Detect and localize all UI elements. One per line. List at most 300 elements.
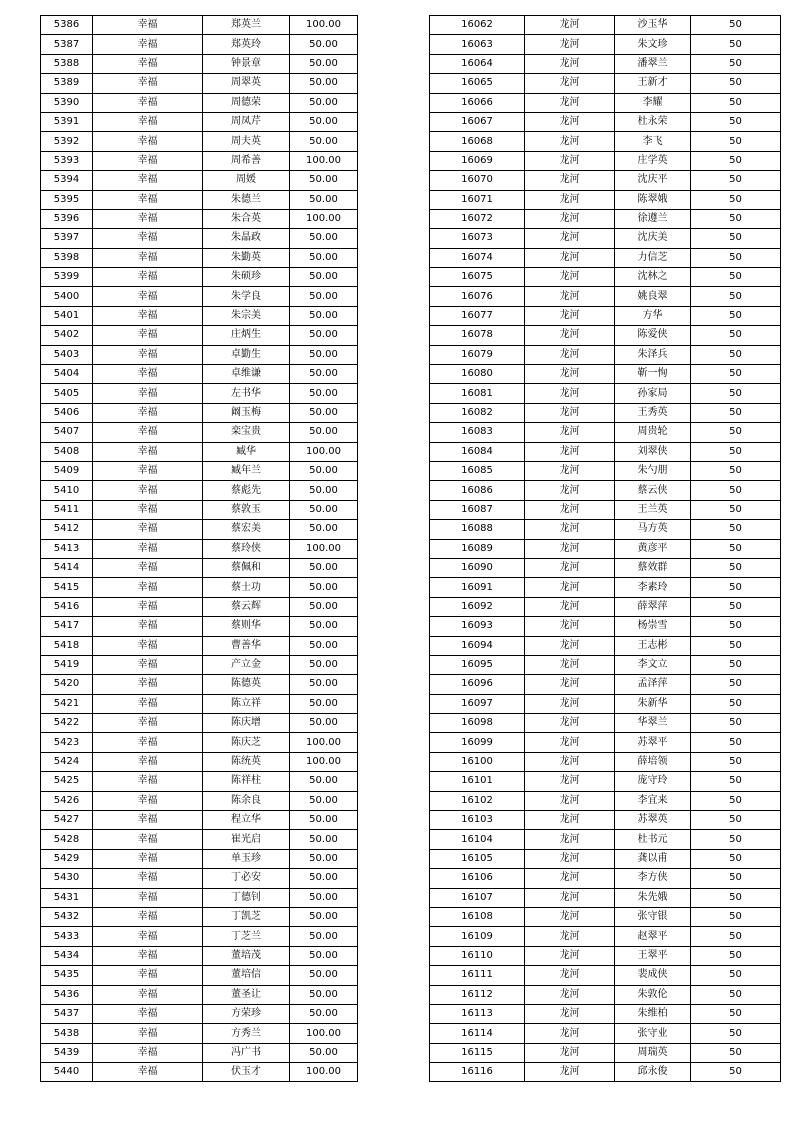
left-table-row xyxy=(41,927,358,946)
amount-cell: 50 xyxy=(691,500,781,519)
serial-cell: 16102 xyxy=(430,791,525,810)
name-cell: 周凤芹 xyxy=(203,112,290,131)
village-cell: 幸福 xyxy=(93,151,203,170)
amount-cell: 50 xyxy=(691,209,781,228)
village-cell: 龙河 xyxy=(525,1043,615,1062)
village-cell: 幸福 xyxy=(93,791,203,810)
right-table-row xyxy=(430,171,781,190)
serial-cell: 16099 xyxy=(430,733,525,752)
left-table-row xyxy=(41,35,358,54)
right-table-row xyxy=(430,1043,781,1062)
amount-cell: 100.00 xyxy=(290,442,358,461)
amount-cell: 50 xyxy=(691,481,781,500)
amount-cell: 50 xyxy=(691,655,781,674)
name-cell: 李素玲 xyxy=(615,578,691,597)
amount-cell: 50 xyxy=(691,442,781,461)
name-cell: 王兰英 xyxy=(615,500,691,519)
amount-cell: 50.00 xyxy=(290,655,358,674)
serial-cell: 16114 xyxy=(430,1024,525,1043)
village-cell: 龙河 xyxy=(525,675,615,694)
name-cell: 朱文珍 xyxy=(615,35,691,54)
village-cell: 幸福 xyxy=(93,694,203,713)
serial-cell: 5397 xyxy=(41,229,93,248)
amount-cell: 50 xyxy=(691,966,781,985)
amount-cell: 50.00 xyxy=(290,694,358,713)
left-table-row xyxy=(41,190,358,209)
village-cell: 幸福 xyxy=(93,1043,203,1062)
serial-cell: 5423 xyxy=(41,733,93,752)
name-cell: 蔡敦玉 xyxy=(203,500,290,519)
serial-cell: 5386 xyxy=(41,16,93,35)
right-table-row xyxy=(430,772,781,791)
village-cell: 幸福 xyxy=(93,1024,203,1043)
right-table-row xyxy=(430,888,781,907)
village-cell: 龙河 xyxy=(525,869,615,888)
right-table-row xyxy=(430,578,781,597)
village-cell: 龙河 xyxy=(525,74,615,93)
left-table-row xyxy=(41,849,358,868)
name-cell: 李飞 xyxy=(615,132,691,151)
village-cell: 龙河 xyxy=(525,209,615,228)
right-table-row xyxy=(430,93,781,112)
right-table-row xyxy=(430,423,781,442)
amount-cell: 50.00 xyxy=(290,520,358,539)
amount-cell: 50.00 xyxy=(290,326,358,345)
name-cell: 周翠英 xyxy=(203,74,290,93)
village-cell: 龙河 xyxy=(525,171,615,190)
name-cell: 杜永荣 xyxy=(615,112,691,131)
left-table-row xyxy=(41,558,358,577)
left-table-row xyxy=(41,772,358,791)
name-cell: 苏翠英 xyxy=(615,811,691,830)
amount-cell: 50 xyxy=(691,248,781,267)
serial-cell: 5396 xyxy=(41,209,93,228)
right-table-row xyxy=(430,268,781,287)
amount-cell: 50 xyxy=(691,423,781,442)
amount-cell: 50.00 xyxy=(290,481,358,500)
amount-cell: 50 xyxy=(691,326,781,345)
village-cell: 龙河 xyxy=(525,423,615,442)
name-cell: 张守业 xyxy=(615,1024,691,1043)
amount-cell: 50.00 xyxy=(290,345,358,364)
village-cell: 幸福 xyxy=(93,597,203,616)
left-table-row xyxy=(41,791,358,810)
right-table-row xyxy=(430,520,781,539)
village-cell: 幸福 xyxy=(93,655,203,674)
left-table-row xyxy=(41,1004,358,1023)
left-table-row xyxy=(41,54,358,73)
left-table-row xyxy=(41,985,358,1004)
name-cell: 朱学良 xyxy=(203,287,290,306)
serial-cell: 5398 xyxy=(41,248,93,267)
amount-cell: 50 xyxy=(691,268,781,287)
name-cell: 左书华 xyxy=(203,384,290,403)
serial-cell: 5434 xyxy=(41,946,93,965)
name-cell: 龚以甫 xyxy=(615,849,691,868)
serial-cell: 16084 xyxy=(430,442,525,461)
name-cell: 崔光启 xyxy=(203,830,290,849)
name-cell: 蔡则华 xyxy=(203,617,290,636)
serial-cell: 16096 xyxy=(430,675,525,694)
serial-cell: 5410 xyxy=(41,481,93,500)
village-cell: 龙河 xyxy=(525,558,615,577)
village-cell: 幸福 xyxy=(93,811,203,830)
name-cell: 蔡云侠 xyxy=(615,481,691,500)
name-cell: 王翠平 xyxy=(615,946,691,965)
amount-cell: 50 xyxy=(691,694,781,713)
village-cell: 幸福 xyxy=(93,869,203,888)
serial-cell: 16088 xyxy=(430,520,525,539)
name-cell: 董圣让 xyxy=(203,985,290,1004)
name-cell: 丁凯芝 xyxy=(203,907,290,926)
amount-cell: 50 xyxy=(691,597,781,616)
left-table-row xyxy=(41,306,358,325)
serial-cell: 16066 xyxy=(430,93,525,112)
amount-cell: 50.00 xyxy=(290,888,358,907)
right-table-row xyxy=(430,907,781,926)
serial-cell: 16078 xyxy=(430,326,525,345)
serial-cell: 5414 xyxy=(41,558,93,577)
amount-cell: 50 xyxy=(691,365,781,384)
serial-cell: 16077 xyxy=(430,306,525,325)
village-cell: 龙河 xyxy=(525,714,615,733)
amount-cell: 50 xyxy=(691,869,781,888)
village-cell: 幸福 xyxy=(93,772,203,791)
amount-cell: 50.00 xyxy=(290,403,358,422)
village-cell: 龙河 xyxy=(525,345,615,364)
right-table-row xyxy=(430,481,781,500)
serial-cell: 5402 xyxy=(41,326,93,345)
right-table-row xyxy=(430,306,781,325)
village-cell: 幸福 xyxy=(93,907,203,926)
serial-cell: 5430 xyxy=(41,869,93,888)
serial-cell: 5417 xyxy=(41,617,93,636)
serial-cell: 5428 xyxy=(41,830,93,849)
serial-cell: 16109 xyxy=(430,927,525,946)
serial-cell: 16115 xyxy=(430,1043,525,1062)
amount-cell: 50 xyxy=(691,927,781,946)
name-cell: 王秀英 xyxy=(615,403,691,422)
left-table-row xyxy=(41,209,358,228)
village-cell: 幸福 xyxy=(93,927,203,946)
amount-cell: 50.00 xyxy=(290,365,358,384)
amount-cell: 50 xyxy=(691,54,781,73)
left-table-row xyxy=(41,907,358,926)
name-cell: 朱先娥 xyxy=(615,888,691,907)
serial-cell: 16110 xyxy=(430,946,525,965)
amount-cell: 50.00 xyxy=(290,74,358,93)
serial-cell: 5399 xyxy=(41,268,93,287)
serial-cell: 16065 xyxy=(430,74,525,93)
village-cell: 龙河 xyxy=(525,403,615,422)
village-cell: 幸福 xyxy=(93,287,203,306)
right-table-row xyxy=(430,442,781,461)
village-cell: 龙河 xyxy=(525,694,615,713)
left-table-row xyxy=(41,345,358,364)
name-cell: 郑英玲 xyxy=(203,35,290,54)
name-cell: 陈翠娥 xyxy=(615,190,691,209)
left-table-row xyxy=(41,830,358,849)
left-table-row xyxy=(41,384,358,403)
name-cell: 方秀兰 xyxy=(203,1024,290,1043)
name-cell: 朱合英 xyxy=(203,209,290,228)
village-cell: 龙河 xyxy=(525,752,615,771)
name-cell: 朱维柏 xyxy=(615,1004,691,1023)
amount-cell: 50.00 xyxy=(290,636,358,655)
amount-cell: 50.00 xyxy=(290,35,358,54)
serial-cell: 16090 xyxy=(430,558,525,577)
village-cell: 幸福 xyxy=(93,384,203,403)
name-cell: 朱新华 xyxy=(615,694,691,713)
left-table-row xyxy=(41,520,358,539)
left-table-row xyxy=(41,461,358,480)
name-cell: 潘翠兰 xyxy=(615,54,691,73)
left-table-row xyxy=(41,597,358,616)
name-cell: 董培茂 xyxy=(203,946,290,965)
village-cell: 幸福 xyxy=(93,209,203,228)
amount-cell: 50 xyxy=(691,403,781,422)
village-cell: 龙河 xyxy=(525,326,615,345)
left-table-row xyxy=(41,617,358,636)
name-cell: 李文立 xyxy=(615,655,691,674)
left-table-row xyxy=(41,287,358,306)
village-cell: 龙河 xyxy=(525,268,615,287)
village-cell: 幸福 xyxy=(93,481,203,500)
serial-cell: 16069 xyxy=(430,151,525,170)
serial-cell: 16086 xyxy=(430,481,525,500)
serial-cell: 5431 xyxy=(41,888,93,907)
serial-cell: 5419 xyxy=(41,655,93,674)
right-table-row xyxy=(430,112,781,131)
serial-cell: 5409 xyxy=(41,461,93,480)
left-table-row xyxy=(41,714,358,733)
right-table-row xyxy=(430,461,781,480)
village-cell: 龙河 xyxy=(525,888,615,907)
amount-cell: 50 xyxy=(691,151,781,170)
serial-cell: 5422 xyxy=(41,714,93,733)
serial-cell: 16101 xyxy=(430,772,525,791)
name-cell: 卓维谦 xyxy=(203,365,290,384)
name-cell: 靳一恂 xyxy=(615,365,691,384)
serial-cell: 16063 xyxy=(430,35,525,54)
amount-cell: 50 xyxy=(691,946,781,965)
village-cell: 龙河 xyxy=(525,1004,615,1023)
amount-cell: 50 xyxy=(691,907,781,926)
right-table-row xyxy=(430,791,781,810)
village-cell: 龙河 xyxy=(525,384,615,403)
serial-cell: 5408 xyxy=(41,442,93,461)
amount-cell: 50 xyxy=(691,35,781,54)
name-cell: 沈庆平 xyxy=(615,171,691,190)
right-table-row xyxy=(430,248,781,267)
left-table-row xyxy=(41,578,358,597)
name-cell: 李宜来 xyxy=(615,791,691,810)
amount-cell: 50.00 xyxy=(290,927,358,946)
name-cell: 冯广书 xyxy=(203,1043,290,1062)
right-table-row xyxy=(430,54,781,73)
right-table-row xyxy=(430,985,781,1004)
amount-cell: 50.00 xyxy=(290,578,358,597)
amount-cell: 50 xyxy=(691,16,781,35)
serial-cell: 5412 xyxy=(41,520,93,539)
serial-cell: 16083 xyxy=(430,423,525,442)
left-roster-table xyxy=(40,15,358,1082)
name-cell: 方华 xyxy=(615,306,691,325)
name-cell: 陈德英 xyxy=(203,675,290,694)
serial-cell: 5401 xyxy=(41,306,93,325)
village-cell: 龙河 xyxy=(525,306,615,325)
serial-cell: 5420 xyxy=(41,675,93,694)
left-table-row xyxy=(41,326,358,345)
left-table-row xyxy=(41,655,358,674)
village-cell: 幸福 xyxy=(93,365,203,384)
right-table-row xyxy=(430,849,781,868)
amount-cell: 50.00 xyxy=(290,268,358,287)
village-cell: 龙河 xyxy=(525,1024,615,1043)
name-cell: 产立金 xyxy=(203,655,290,674)
serial-cell: 16079 xyxy=(430,345,525,364)
amount-cell: 50.00 xyxy=(290,112,358,131)
amount-cell: 50 xyxy=(691,384,781,403)
serial-cell: 5406 xyxy=(41,403,93,422)
village-cell: 龙河 xyxy=(525,461,615,480)
amount-cell: 50 xyxy=(691,558,781,577)
name-cell: 董培信 xyxy=(203,966,290,985)
village-cell: 幸福 xyxy=(93,74,203,93)
village-cell: 龙河 xyxy=(525,907,615,926)
name-cell: 陈庆增 xyxy=(203,714,290,733)
serial-cell: 16071 xyxy=(430,190,525,209)
serial-cell: 16113 xyxy=(430,1004,525,1023)
amount-cell: 50 xyxy=(691,539,781,558)
amount-cell: 50.00 xyxy=(290,597,358,616)
serial-cell: 16108 xyxy=(430,907,525,926)
amount-cell: 50.00 xyxy=(290,714,358,733)
right-table-row xyxy=(430,558,781,577)
name-cell: 李耀 xyxy=(615,93,691,112)
name-cell: 王新才 xyxy=(615,74,691,93)
right-table-row xyxy=(430,966,781,985)
right-table-row xyxy=(430,636,781,655)
village-cell: 龙河 xyxy=(525,811,615,830)
village-cell: 幸福 xyxy=(93,268,203,287)
amount-cell: 50.00 xyxy=(290,93,358,112)
right-table-row xyxy=(430,35,781,54)
village-cell: 龙河 xyxy=(525,54,615,73)
name-cell: 徐遵兰 xyxy=(615,209,691,228)
right-table-row xyxy=(430,403,781,422)
left-table-row xyxy=(41,132,358,151)
name-cell: 朱泽兵 xyxy=(615,345,691,364)
serial-cell: 5391 xyxy=(41,112,93,131)
name-cell: 蔡玲侠 xyxy=(203,539,290,558)
serial-cell: 5394 xyxy=(41,171,93,190)
right-table-row xyxy=(430,229,781,248)
name-cell: 陈爱侠 xyxy=(615,326,691,345)
serial-cell: 5404 xyxy=(41,365,93,384)
amount-cell: 50 xyxy=(691,229,781,248)
serial-cell: 16089 xyxy=(430,539,525,558)
amount-cell: 50 xyxy=(691,461,781,480)
serial-cell: 16080 xyxy=(430,365,525,384)
village-cell: 龙河 xyxy=(525,132,615,151)
village-cell: 龙河 xyxy=(525,365,615,384)
left-table-row xyxy=(41,442,358,461)
right-table-row xyxy=(430,151,781,170)
serial-cell: 16075 xyxy=(430,268,525,287)
amount-cell: 50.00 xyxy=(290,830,358,849)
amount-cell: 50.00 xyxy=(290,423,358,442)
village-cell: 龙河 xyxy=(525,597,615,616)
name-cell: 蔡彪先 xyxy=(203,481,290,500)
serial-cell: 16104 xyxy=(430,830,525,849)
right-table-row xyxy=(430,1004,781,1023)
amount-cell: 50 xyxy=(691,675,781,694)
left-table-row xyxy=(41,733,358,752)
amount-cell: 50 xyxy=(691,617,781,636)
village-cell: 龙河 xyxy=(525,287,615,306)
amount-cell: 50.00 xyxy=(290,869,358,888)
right-table-row xyxy=(430,209,781,228)
right-table-row xyxy=(430,655,781,674)
amount-cell: 50 xyxy=(691,1043,781,1062)
serial-cell: 5440 xyxy=(41,1063,93,1082)
village-cell: 龙河 xyxy=(525,733,615,752)
village-cell: 龙河 xyxy=(525,1063,615,1082)
name-cell: 孙家局 xyxy=(615,384,691,403)
name-cell: 陈统英 xyxy=(203,752,290,771)
village-cell: 龙河 xyxy=(525,946,615,965)
serial-cell: 5411 xyxy=(41,500,93,519)
village-cell: 幸福 xyxy=(93,423,203,442)
serial-cell: 5438 xyxy=(41,1024,93,1043)
serial-cell: 5403 xyxy=(41,345,93,364)
amount-cell: 50.00 xyxy=(290,849,358,868)
serial-cell: 5432 xyxy=(41,907,93,926)
village-cell: 幸福 xyxy=(93,636,203,655)
serial-cell: 5439 xyxy=(41,1043,93,1062)
serial-cell: 5415 xyxy=(41,578,93,597)
left-table-row xyxy=(41,500,358,519)
amount-cell: 50.00 xyxy=(290,132,358,151)
village-cell: 龙河 xyxy=(525,151,615,170)
name-cell: 阚玉梅 xyxy=(203,403,290,422)
name-cell: 陈祥柱 xyxy=(203,772,290,791)
right-table-row xyxy=(430,714,781,733)
name-cell: 沙玉华 xyxy=(615,16,691,35)
serial-cell: 5405 xyxy=(41,384,93,403)
name-cell: 周瑞英 xyxy=(615,1043,691,1062)
left-table-row xyxy=(41,539,358,558)
name-cell: 周贵轮 xyxy=(615,423,691,442)
left-table-row xyxy=(41,151,358,170)
amount-cell: 50 xyxy=(691,1004,781,1023)
village-cell: 幸福 xyxy=(93,93,203,112)
amount-cell: 100.00 xyxy=(290,1063,358,1082)
name-cell: 陈庆芝 xyxy=(203,733,290,752)
amount-cell: 50 xyxy=(691,985,781,1004)
name-cell: 裴成侠 xyxy=(615,966,691,985)
name-cell: 周德荣 xyxy=(203,93,290,112)
village-cell: 龙河 xyxy=(525,927,615,946)
right-table-row xyxy=(430,365,781,384)
name-cell: 朱勤英 xyxy=(203,248,290,267)
name-cell: 张守银 xyxy=(615,907,691,926)
name-cell: 周媛 xyxy=(203,171,290,190)
serial-cell: 16091 xyxy=(430,578,525,597)
left-table-row xyxy=(41,423,358,442)
village-cell: 龙河 xyxy=(525,190,615,209)
